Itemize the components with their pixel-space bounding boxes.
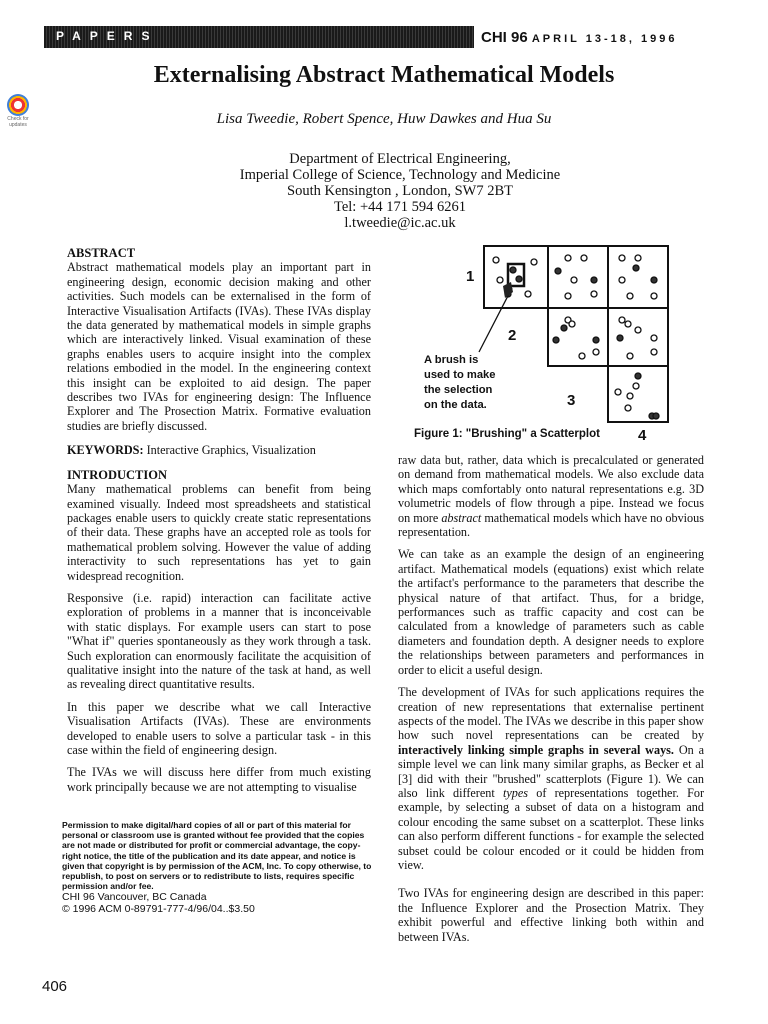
data-point [497, 277, 503, 283]
affiliation-email: l.tweedie@ic.ac.uk [344, 215, 456, 231]
page-number: 406 [42, 978, 68, 995]
data-point [510, 267, 516, 273]
brush-annotation-line: the selection [424, 384, 493, 396]
data-point [493, 257, 499, 263]
figure-label-3: 3 [567, 392, 576, 409]
data-point [627, 353, 633, 359]
paper-title: Externalising Abstract Mathematical Models [153, 62, 615, 88]
right-column [398, 453, 704, 952]
data-point [531, 259, 537, 265]
data-point [617, 335, 623, 341]
data-point [615, 389, 621, 395]
data-point [619, 277, 625, 283]
affiliation [160, 151, 640, 231]
data-point [591, 291, 597, 297]
data-point [553, 337, 559, 343]
data-point [593, 337, 599, 343]
affiliation-line: Imperial College of Science, Technology and Medicine [239, 167, 561, 183]
data-point [651, 277, 657, 283]
data-point [569, 321, 575, 327]
body-paragraph: Two IVAs for engineering design are described in this paper: the Influence Explorer and the Prosection Matrix. They exhibit powerful and effective linking both within and between IVAs. [398, 886, 704, 944]
emphasis: abstract [441, 510, 482, 525]
permission-text: Permission to make digital/hard copies of all or part of this material for personal or classroom use is granted without fee provided that the copies are not made or distributed for profit or commercial advantage, the copy-right notice, the title of the publication and its date appear, and notice is given that copyright is by permission of the ACM, Inc. To copy otherwise, to republish, to post on servers or to redistribute to lists, requires specific permission and/or fee. [62, 820, 372, 892]
data-point [633, 383, 639, 389]
figure-brushing-scatterplot [400, 244, 700, 449]
data-point [627, 293, 633, 299]
emphasis: types [502, 785, 529, 800]
brush-hand-icon [503, 282, 513, 298]
left-column [67, 246, 371, 802]
data-point [619, 255, 625, 261]
data-point [593, 349, 599, 355]
data-point [581, 255, 587, 261]
brush-annotation [424, 353, 544, 413]
text-run: The development of IVAs for such applications requires the creation of new representations that externalise pertinent aspects of the model. The IVAs we describe in this paper show how such novel representations can be created by [398, 685, 704, 743]
section-label: PAPERS [56, 29, 159, 43]
data-point [619, 317, 625, 323]
brush-annotation-line: A brush is [424, 354, 479, 366]
body-paragraph [398, 453, 704, 539]
data-point [651, 349, 657, 355]
keywords-label: KEYWORDS: [67, 443, 144, 458]
data-point [635, 255, 641, 261]
data-point [625, 405, 631, 411]
body-paragraph [398, 685, 704, 872]
figure-label-2: 2 [508, 327, 517, 344]
text-run: raw data but, rather, data which is precalculated or generated on demand from mathematical models. We also exclude data which maps comfortably onto natural representations e.g. 3D volumetric models of flow through a pipe. Instead we focus on more [398, 453, 704, 525]
intro-paragraph: Many mathematical problems can benefit from being examined visually. Indeed most spreadsheets and statistical packages enable users to quickly create static representations of their data. These graphs have an accepted role as tools for mathematical problem solving. However the value of adding interactivity to such representations has yet to gain widespread recognition. [67, 482, 371, 583]
figure-label-4: 4 [638, 427, 647, 444]
data-point [565, 255, 571, 261]
data-point [579, 353, 585, 359]
copyright-line: © 1996 ACM 0-89791-777-4/96/04..$3.50 [62, 903, 255, 916]
scatterplot-cell [548, 246, 608, 308]
affiliation-line: Tel: +44 171 594 6261 [333, 199, 466, 215]
data-point [565, 293, 571, 299]
data-point [651, 293, 657, 299]
intro-paragraph: The IVAs we will discuss here differ from much existing work principally because we are not attempting to visualise [67, 765, 371, 794]
data-point [633, 265, 639, 271]
keywords-text: Interactive Graphics, Visualization [146, 443, 316, 458]
keywords [67, 443, 371, 457]
text-run: On a simple level we can link many similar graphs, as Becker et al [3] did with their "brushed" scatterplots (Figure 1). We can also link different [398, 742, 705, 800]
conference-dates: APRIL 13-18, 1996 [531, 33, 678, 45]
brush-annotation-line: on the data. [424, 399, 487, 411]
data-point [555, 268, 561, 274]
conference-header [481, 29, 677, 46]
authors: Lisa Tweedie, Robert Spence, Huw Dawkes and Hua Su [216, 111, 552, 127]
affiliation-line: South Kensington , London, SW7 2BT [287, 183, 513, 199]
data-point [635, 373, 641, 379]
data-point [516, 276, 522, 282]
abstract-text: Abstract mathematical models play an important part in engineering design, economic decision making and other activities. Such models can be externalised in the form of Interactive Visualisation Artifacts (IVAs). These IVAs display the data generated by mathematical models in simple graphs which are interactively linked. Visual examination of these graphs enables users to acquire insight into the complex relations embodied in the model. In the engineering context this insight can be exploited to aid design. The paper describes two IVAs for engineering design: The Influence Explorer and The Prosection Matrix. Formative evaluation studies are briefly discussed. [67, 260, 371, 433]
data-point [625, 321, 631, 327]
bold-phrase: interactively linking simple graphs in several ways. [398, 742, 674, 757]
data-point [591, 277, 597, 283]
affiliation-line: Department of Electrical Engineering, [289, 151, 511, 167]
abstract-heading: ABSTRACT [67, 246, 136, 260]
data-point [571, 277, 577, 283]
figure-caption: Figure 1: "Brushing" a Scatterplot [414, 428, 600, 440]
figure-label-1: 1 [466, 268, 475, 285]
conference-name: CHI 96 [481, 29, 528, 46]
data-point [651, 335, 657, 341]
intro-paragraph: Responsive (i.e. rapid) interaction can facilitate active exploration of problems in a manner that is inconceivable with static displays. For example users can start to pose "What if" queries spontaneously as they work through a task. Such exploration can enormously facilitate the acquisition of qualitative insight into the nature of the task at hand, as well as revealing direct quantitative results. [67, 590, 371, 692]
intro-paragraph: In this paper we describe what we call Interactive Visualisation Artifacts (IVAs). These are environments developed to enable users to solve a particular task - in this case within the field of engineering design. [67, 699, 371, 757]
introduction-heading: INTRODUCTION [67, 467, 168, 482]
data-point [525, 291, 531, 297]
badge-text: Check for updates [7, 116, 29, 128]
text-run: mathematical models which have no obvious representation. [398, 510, 704, 540]
body-paragraph: We can take as an example the design of an engineering artifact. Mathematical models (equations) exist which relate the artifact's performance to the parameters that describe the physical nature of that artifact. Thus, for a bridge, performances such as traffic capacity and cost can be calculated from a knowledge of parameters such as cable diameters and foundation depth. A designer needs to explore the relationships between parameters and performances in order to elicit a useful design. [398, 547, 704, 677]
data-point [627, 393, 633, 399]
conference-location: CHI 96 Vancouver, BC Canada [62, 891, 207, 904]
brush-annotation-line: used to make [424, 369, 496, 381]
data-point [653, 413, 659, 419]
data-point [561, 325, 567, 331]
text-run: of representations together. For example, by selecting a subset of data on a histogram and colour encoding the same subset on a scatterplot. These links can also perform different functions - for example the selected subset could be colour encoded or it could be hidden from view. [398, 785, 705, 872]
data-point [635, 327, 641, 333]
permission-notice [62, 820, 374, 915]
